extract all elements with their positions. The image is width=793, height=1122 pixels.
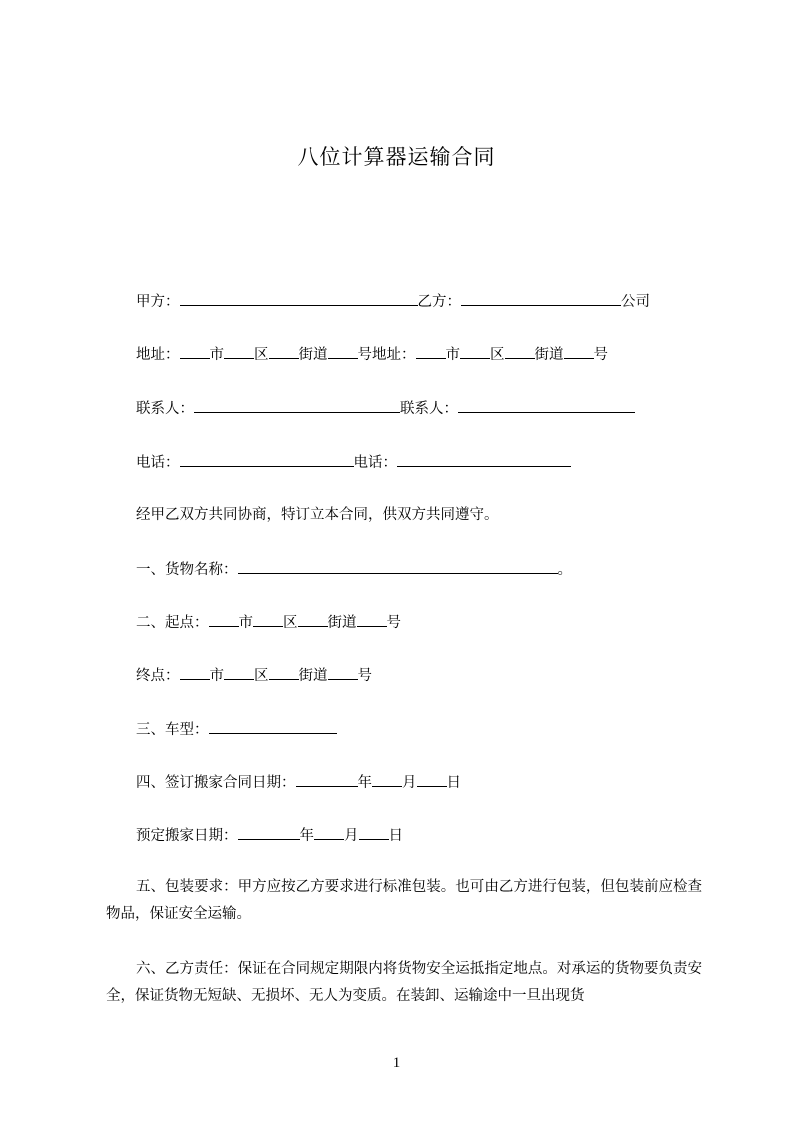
number-label: 号 — [386, 615, 401, 631]
number-label: 号 — [357, 668, 372, 684]
party-line — [136, 291, 650, 312]
blank — [180, 665, 210, 680]
contact-b-label: 联系人： — [400, 401, 458, 417]
item3-label: 三、车型： — [136, 722, 209, 738]
item-start-point — [136, 612, 401, 633]
blank — [253, 612, 283, 627]
phone-a-blank — [180, 452, 354, 467]
item2-label: 二、起点： — [136, 615, 209, 631]
month-label: 月 — [344, 828, 359, 844]
blank — [269, 344, 299, 359]
item-end-point — [136, 665, 372, 686]
street-label: 街道 — [298, 347, 328, 363]
address-b-label: 地址： — [372, 347, 416, 363]
district-label: 区 — [490, 347, 505, 363]
item4-label: 四、签订搬家合同日期： — [136, 775, 296, 791]
item1-end: 。 — [557, 562, 572, 578]
phone-b-label: 电话： — [353, 455, 397, 471]
blank — [224, 665, 254, 680]
blank — [180, 344, 210, 359]
year-label: 年 — [299, 828, 314, 844]
blank — [372, 772, 402, 787]
blank — [298, 612, 328, 627]
planned-label: 预定搬家日期： — [136, 828, 238, 844]
contact-b-blank — [458, 398, 635, 413]
phone-b-blank — [397, 452, 571, 467]
day-label: 日 — [388, 828, 403, 844]
street-label: 街道 — [327, 615, 357, 631]
blank — [357, 612, 387, 627]
blank — [269, 665, 299, 680]
vehicle-type-blank — [209, 719, 337, 734]
city-label: 市 — [209, 668, 224, 684]
clause5-text: 五、包装要求：甲方应按乙方要求进行标准包装。也可由乙方进行包装，但包装前应检查物品，保证安全运输。 — [106, 879, 702, 922]
clause6-text: 六、乙方责任：保证在合同规定期限内将货物安全运抵指定地点。对承运的货物要负责安全，保证货物无短缺、无损坏、无人为变质。在装卸、运输途中一旦出现货 — [106, 961, 702, 1004]
contact-a-blank — [194, 398, 400, 413]
blank — [328, 344, 358, 359]
blank — [224, 344, 254, 359]
blank — [314, 825, 344, 840]
blank — [416, 344, 446, 359]
address-line — [136, 344, 608, 365]
blank — [505, 344, 535, 359]
street-label: 街道 — [298, 668, 328, 684]
number-label: 号 — [593, 347, 608, 363]
blank — [564, 344, 594, 359]
blank — [460, 344, 490, 359]
contact-line — [136, 398, 635, 419]
company-suffix: 公司 — [621, 294, 650, 310]
party-a-blank — [180, 291, 418, 306]
endpoint-label: 终点： — [136, 668, 180, 684]
address-a-label: 地址： — [136, 347, 180, 363]
district-label: 区 — [254, 347, 269, 363]
page-number: 1 — [392, 1055, 401, 1071]
year-label: 年 — [357, 775, 372, 791]
contact-a-label: 联系人： — [136, 401, 194, 417]
phone-a-label: 电话： — [136, 455, 180, 471]
party-b-blank — [461, 291, 621, 306]
goods-name-blank — [238, 559, 558, 574]
phone-line — [136, 452, 571, 473]
party-b-label: 乙方： — [417, 294, 461, 310]
blank — [359, 825, 389, 840]
blank — [328, 665, 358, 680]
party-a-label: 甲方： — [136, 294, 180, 310]
month-label: 月 — [402, 775, 417, 791]
city-label: 市 — [445, 347, 460, 363]
intro-text: 经甲乙双方共同协商，特订立本合同，供双方共同遵守。 — [136, 507, 499, 523]
clause-carrier-duty — [106, 956, 702, 1010]
item-goods-name — [136, 559, 572, 580]
document-title: 八位计算器运输合同 — [297, 145, 496, 169]
blank — [209, 612, 239, 627]
item1-label: 一、货物名称： — [136, 562, 238, 578]
city-label: 市 — [238, 615, 253, 631]
blank — [238, 825, 300, 840]
clause-packaging — [106, 874, 702, 928]
item-vehicle-type — [136, 719, 337, 740]
city-label: 市 — [209, 347, 224, 363]
item-planned-date — [136, 825, 403, 846]
number-label: 号 — [357, 347, 372, 363]
item-sign-date — [136, 772, 461, 793]
district-label: 区 — [254, 668, 269, 684]
street-label: 街道 — [534, 347, 564, 363]
blank — [417, 772, 447, 787]
district-label: 区 — [283, 615, 298, 631]
blank — [296, 772, 358, 787]
day-label: 日 — [446, 775, 461, 791]
